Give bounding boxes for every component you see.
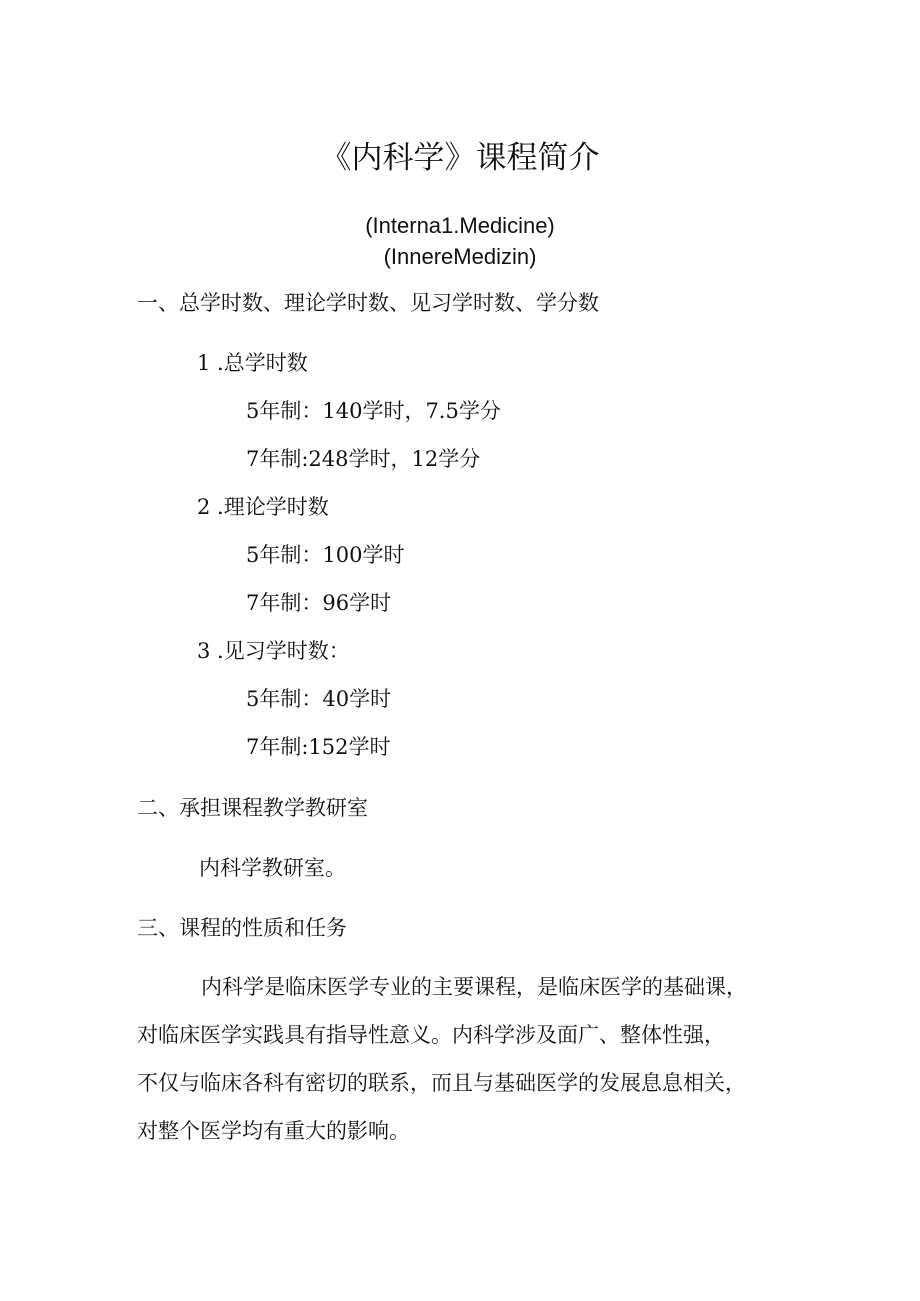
item-1-label: 1 .总学时数: [197, 351, 308, 375]
english-subtitle: (Interna1.Medicine): [365, 213, 555, 238]
document-title: 《内科学》课程简介: [320, 140, 600, 176]
item-3-line-7yr: 7年制:152学时: [246, 735, 391, 759]
item-2-label: 2 .理论学时数: [197, 495, 329, 519]
paragraph-line: 内科学是临床医学专业的主要课程，是临床医学的基础课，: [201, 975, 747, 999]
section-3-paragraph: [137, 963, 797, 1155]
section-2-heading: 二、承担课程教学教研室: [137, 796, 368, 820]
section-3-heading: 三、课程的性质和任务: [137, 916, 347, 940]
section-2-body: 内科学教研室。: [199, 856, 346, 880]
item-3-line-5yr: 5年制：40学时: [246, 687, 392, 711]
section-1-heading: 一、总学时数、理论学时数、见习学时数、学分数: [137, 291, 599, 315]
paragraph-line: 不仅与临床各科有密切的联系，而且与基础医学的发展息息相关，: [137, 1071, 746, 1095]
item-1-line-7yr: 7年制:248学时，12学分: [246, 447, 481, 471]
paragraph-line: 对临床医学实践具有指导性意义。内科学涉及面广、整体性强，: [137, 1023, 725, 1047]
item-2-line-7yr: 7年制：96学时: [246, 591, 392, 615]
item-1-line-5yr: 5年制：140学时，7.5学分: [246, 399, 501, 423]
item-3-label: 3 .见习学时数：: [197, 639, 350, 663]
item-2-line-5yr: 5年制：100学时: [246, 543, 405, 567]
paragraph-line: 对整个医学均有重大的影响。: [137, 1119, 410, 1143]
german-subtitle: (InnereMedizin): [383, 244, 537, 269]
